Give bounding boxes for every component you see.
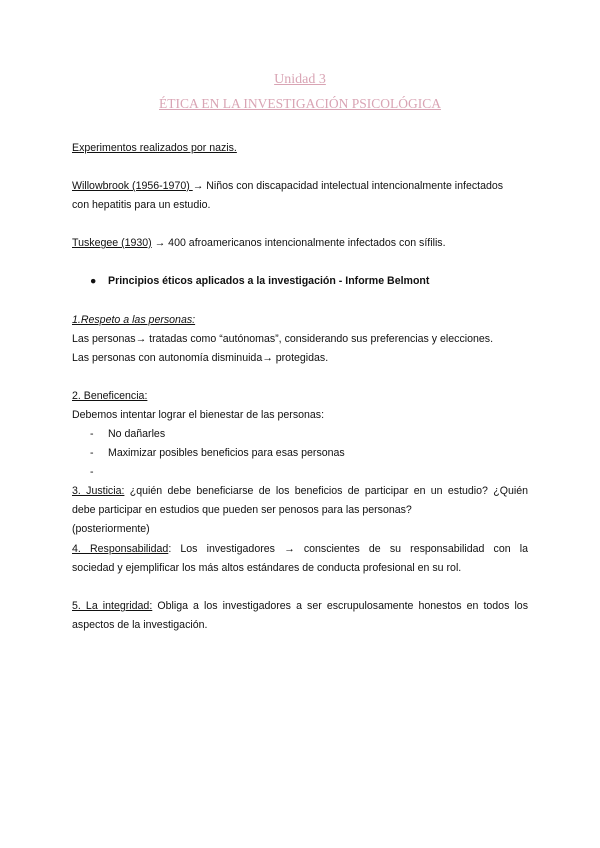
integridad-text: Obliga a los investigadores a ser escrupulosamente honestos en todos los <box>152 600 528 612</box>
beneficencia-item: No dañarles <box>108 428 166 440</box>
respeto-heading: 1.Respeto a las personas: <box>72 314 196 326</box>
tuskegee-line <box>72 236 446 250</box>
beneficencia-line-1: Debemos intentar lograr el bienestar de las personas: <box>72 409 325 421</box>
willowbrook-line-2: con hepatitis para un estudio. <box>72 199 211 211</box>
nazi-experiments-heading: Experimentos realizados por nazis. <box>72 142 237 154</box>
beneficencia-item: Maximizar posibles beneficios para esas personas <box>108 447 345 459</box>
tuskegee-name: Tuskegee (1930) <box>72 237 152 249</box>
willowbrook-line-1 <box>72 179 503 193</box>
integridad-line-1 <box>72 599 528 613</box>
dash-marker: - <box>90 466 94 478</box>
responsabilidad-line-1 <box>72 542 528 556</box>
belmont-principles-heading: Principios éticos aplicados a la investigación - Informe Belmont <box>108 275 430 287</box>
beneficencia-heading: 2. Beneficencia: <box>72 390 148 402</box>
bullet-icon: ● <box>90 275 97 287</box>
dash-marker: - <box>90 447 94 459</box>
respeto-line-2: Las personas con autonomía disminuida→ protegidas. <box>72 352 329 364</box>
integridad-heading: 5. La integridad: <box>72 600 153 612</box>
willowbrook-text: → Niños con discapacidad intelectual intencionalmente infectados <box>192 180 504 192</box>
unit-heading: Unidad 3 <box>274 72 326 87</box>
responsabilidad-line-2: sociedad y ejemplificar los más altos estándares de conducta profesional en su rol. <box>72 562 462 574</box>
integridad-line-2: aspectos de la investigación. <box>72 619 208 631</box>
willowbrook-name: Willowbrook (1956-1970) <box>72 180 193 192</box>
dash-marker: - <box>90 428 94 440</box>
respeto-line-1: Las personas→ tratadas como “autónomas”, considerando sus preferencias y elecciones. <box>72 333 494 345</box>
responsabilidad-heading: 4. Responsabilidad <box>72 543 169 555</box>
justicia-line-3: (posteriormente) <box>72 523 150 535</box>
responsabilidad-text: : Los investigadores → conscientes de su responsabilidad con la <box>168 543 528 555</box>
page-title: ÉTICA EN LA INVESTIGACIÓN PSICOLÓGICA <box>159 96 441 111</box>
justicia-line-1 <box>72 484 528 498</box>
justicia-line-2: debe participar en estudios que pueden ser penosos para las personas? <box>72 504 412 516</box>
justicia-heading: 3. Justicia: <box>72 485 125 497</box>
tuskegee-text: → 400 afroamericanos intencionalmente infectados con sífilis. <box>151 237 446 249</box>
justicia-text: ¿quién debe beneficiarse de los beneficios de participar en un estudio? ¿Quién <box>124 485 528 497</box>
